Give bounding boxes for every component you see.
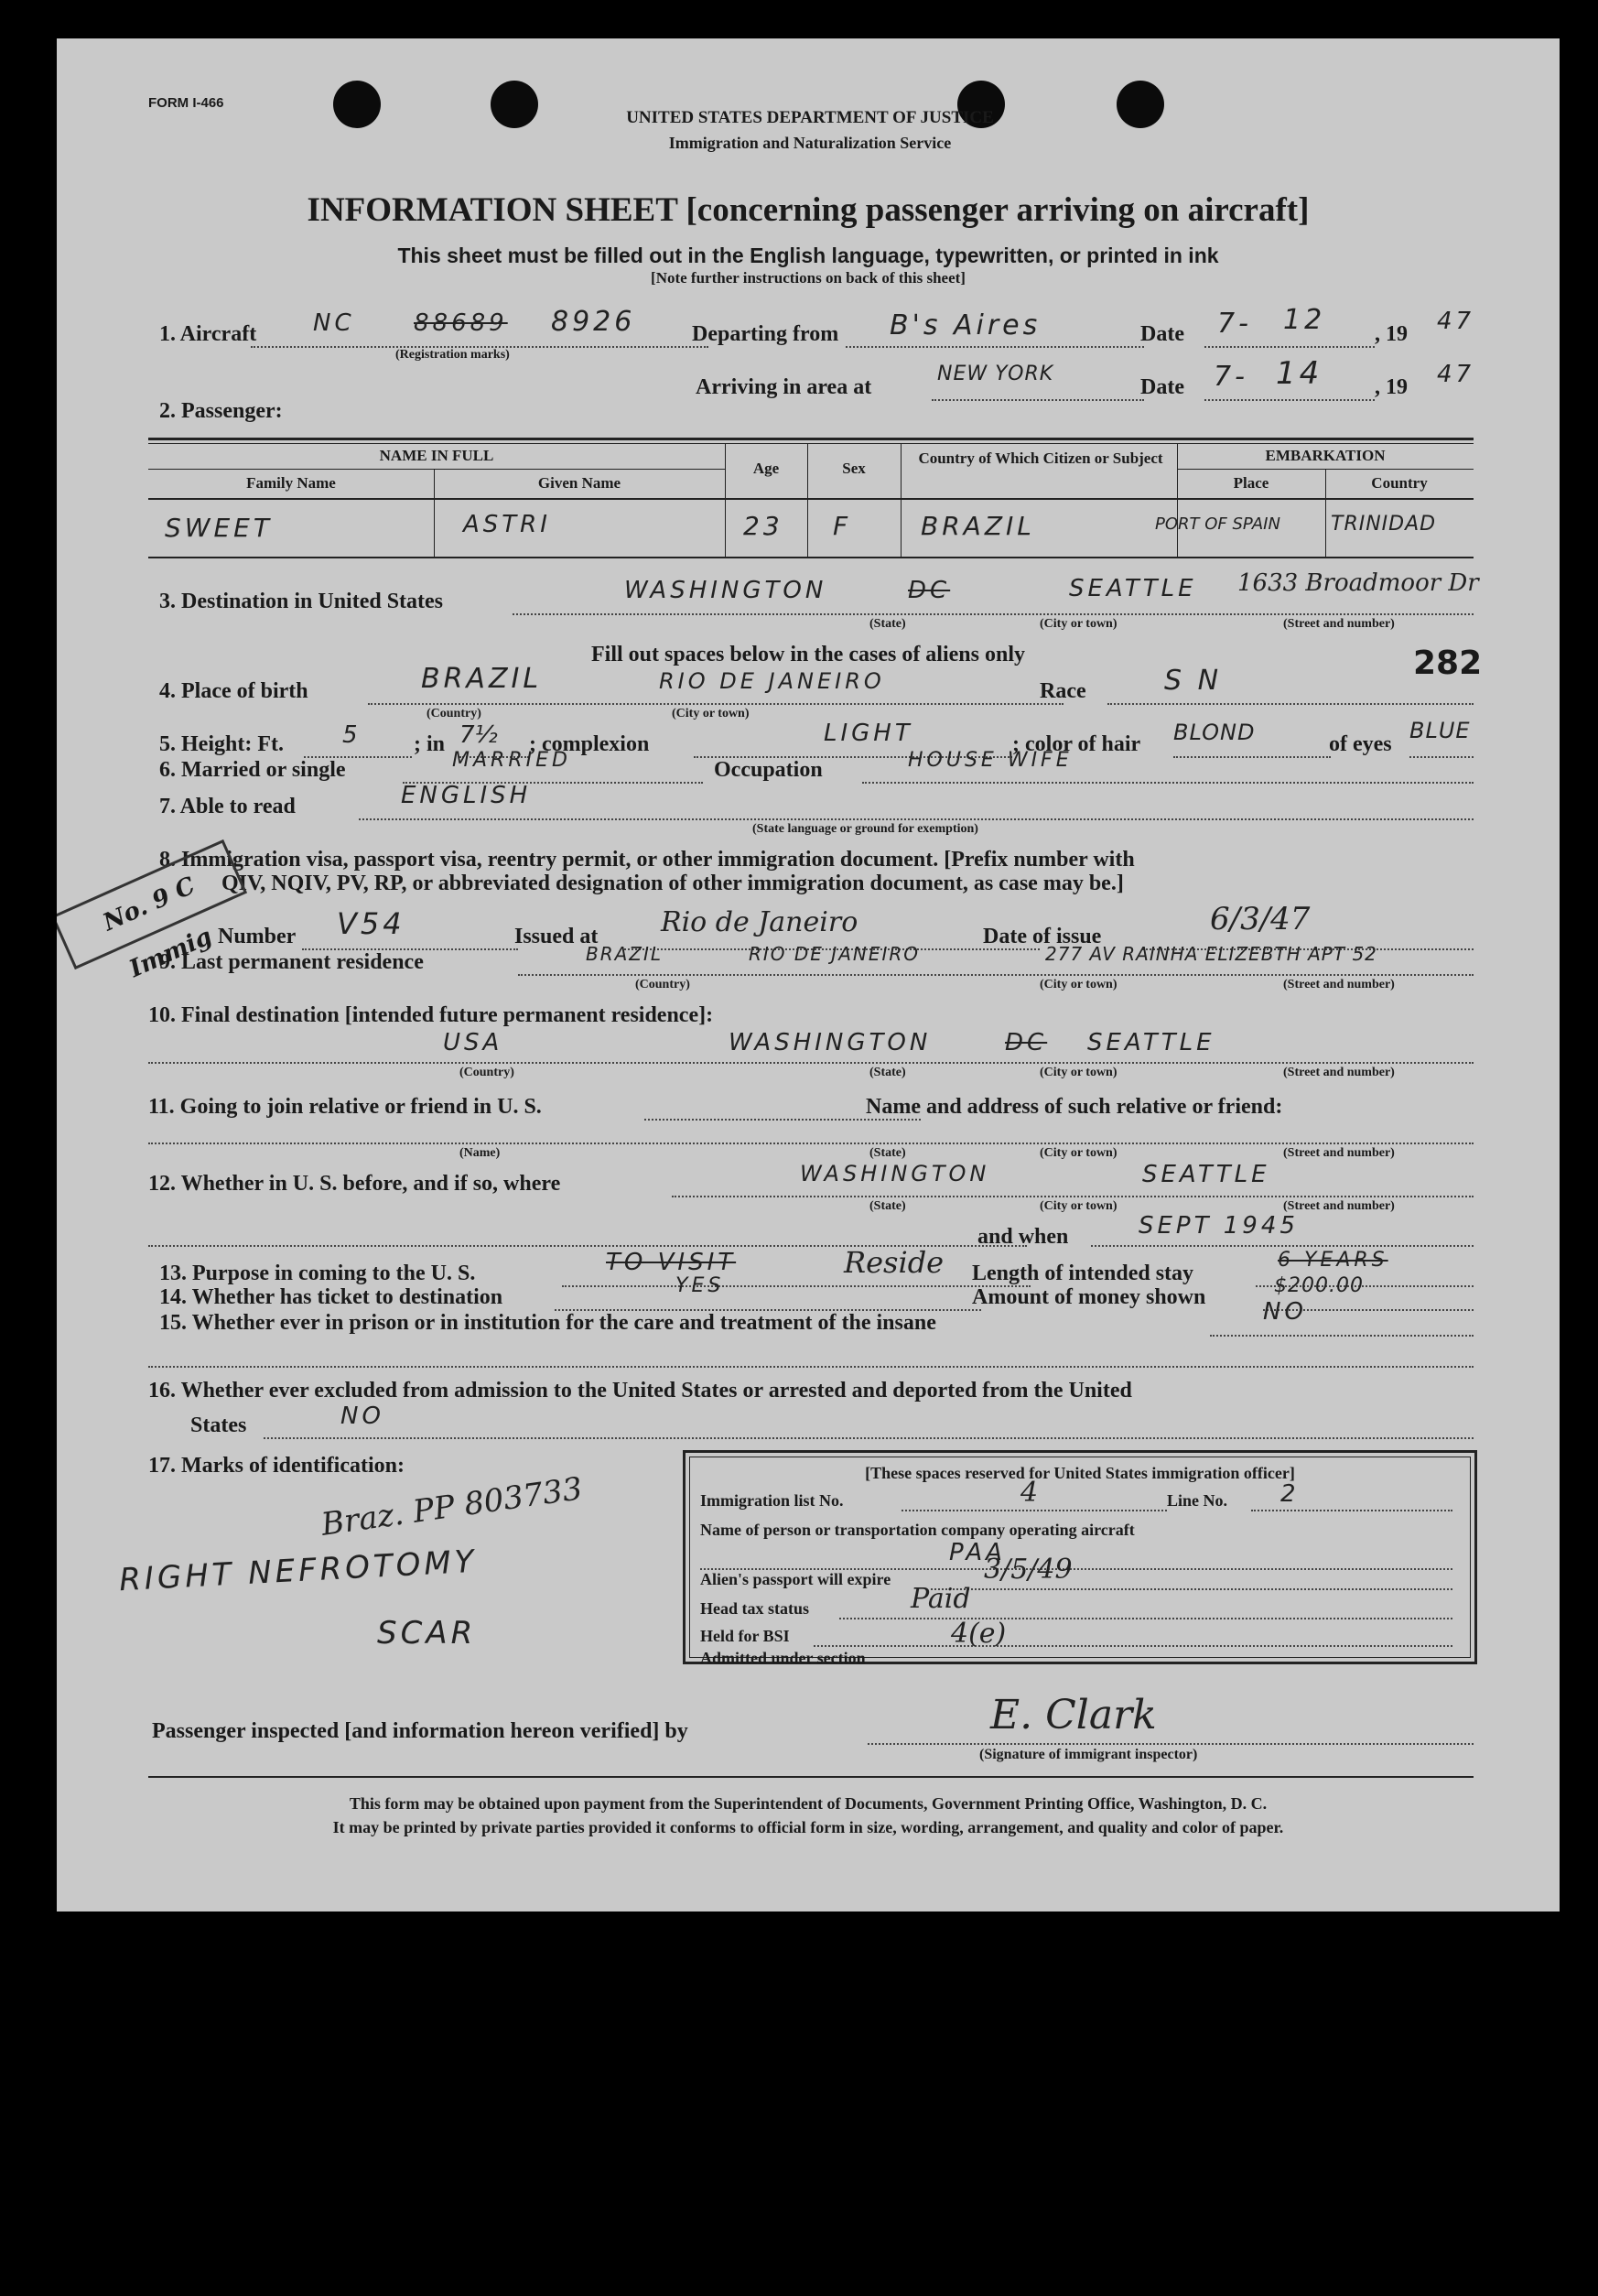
- name-in-full-header: NAME IN FULL: [379, 447, 494, 464]
- family-name-value: SWEET: [165, 513, 273, 543]
- embark-country-value: TRINIDAD: [1331, 513, 1437, 536]
- ticket-value: YES: [675, 1274, 725, 1297]
- marks-label: 17. Marks of identification:: [148, 1454, 405, 1478]
- read-label: 7. Able to read: [159, 795, 296, 818]
- form-note: [Note further instructions on back of this sheet]: [651, 269, 966, 287]
- inspector-signature: E. Clark: [990, 1692, 1157, 1738]
- arriving-value: NEW YORK: [937, 363, 1054, 385]
- city-caption: (City or town): [1040, 978, 1118, 991]
- year-prefix: , 19: [1375, 322, 1408, 346]
- form-instruction: This sheet must be filled out in the English language, typewritten, or printed in ink: [397, 244, 1219, 267]
- join-name-label: Name and address of such relative or friend:: [866, 1095, 1283, 1119]
- marital-label: 6. Married or single: [159, 758, 346, 782]
- stamped-number: 282: [1413, 644, 1483, 682]
- ticket-label: 14. Whether has ticket to destination: [159, 1285, 503, 1309]
- passport-label: Alien's passport will expire: [700, 1570, 891, 1588]
- punch-hole: [333, 81, 381, 128]
- street-caption: (Street and number): [1283, 1066, 1395, 1079]
- table-col: [901, 443, 902, 557]
- country-caption: (Country): [635, 978, 690, 991]
- destination-line: [513, 613, 1474, 615]
- document-instruction-2: QIV, NQIV, PV, RP, or abbreviated designation of other immigration document, as case may be.]: [221, 872, 1124, 895]
- when-value: SEPT 1945: [1139, 1212, 1299, 1240]
- height-in-value: 7½: [459, 721, 498, 749]
- before-state: WASHINGTON: [800, 1161, 990, 1186]
- country-caption: (Country): [426, 707, 481, 720]
- line-value: 2: [1280, 1480, 1300, 1508]
- prison-line-2: [148, 1366, 1474, 1368]
- line-label: Line No.: [1167, 1491, 1228, 1510]
- excluded-value: NO: [340, 1403, 384, 1430]
- occupation-line: [862, 782, 1474, 784]
- eyes-value: BLUE: [1409, 718, 1471, 743]
- race-line: [1107, 703, 1474, 705]
- date-label: Date: [1140, 375, 1184, 399]
- final-destination-line: [148, 1062, 1474, 1064]
- state-caption: (State): [869, 1146, 906, 1160]
- birth-city: RIO DE JANEIRO: [659, 668, 885, 694]
- embarkation-header: EMBARKATION: [1265, 447, 1386, 464]
- prison-line: [1210, 1335, 1474, 1337]
- city-caption: (City or town): [1040, 1066, 1118, 1079]
- money-label: Amount of money shown: [972, 1285, 1206, 1309]
- operator-value: PAA: [949, 1539, 1006, 1566]
- age-value: 23: [743, 511, 783, 541]
- form-number: FORM I-466: [148, 95, 224, 111]
- excluded-label: 16. Whether ever excluded from admission to the United States or arrested and deported from the United: [148, 1379, 1132, 1403]
- doc-number-label: Number: [218, 925, 297, 948]
- footer-rule: [148, 1776, 1474, 1778]
- marks-passport-note: Braz. PP 803733: [319, 1470, 585, 1543]
- table-rule: [148, 443, 1474, 444]
- departure-year: 47: [1437, 308, 1475, 335]
- purpose-value: Reside: [844, 1245, 945, 1280]
- birthplace-line: [368, 703, 1064, 705]
- aircraft-label: 1. Aircraft: [159, 322, 257, 346]
- date-line: [1204, 399, 1375, 401]
- date-line: [1204, 346, 1375, 348]
- tax-label: Head tax status: [700, 1599, 810, 1618]
- city-caption: (City or town): [1040, 1146, 1118, 1160]
- residence-line: [518, 974, 1474, 976]
- height-label: 5. Height: Ft.: [159, 732, 284, 756]
- residence-label: 9. Last permanent residence: [159, 950, 424, 974]
- destination-state-struck: DC: [908, 577, 951, 604]
- issue-date-label: Date of issue: [983, 925, 1102, 948]
- operator-label: Name of person or transportation company operating aircraft: [700, 1521, 1135, 1539]
- read-caption: (State language or ground for exemption): [752, 822, 978, 836]
- arriving-line: [932, 399, 1144, 401]
- list-value: 4: [1020, 1477, 1039, 1509]
- line-line: [1251, 1510, 1452, 1511]
- before-line: [672, 1196, 1474, 1197]
- money-value: $200.00: [1274, 1274, 1364, 1297]
- street-caption: (Street and number): [1283, 1199, 1395, 1213]
- place-header: Place: [1233, 474, 1269, 492]
- purpose-label: 13. Purpose in coming to the U. S.: [159, 1262, 476, 1285]
- city-caption: (City or town): [1040, 617, 1118, 631]
- race-label: Race: [1040, 679, 1086, 703]
- destination-label: 3. Destination in United States: [159, 590, 444, 613]
- aliens-only-heading: Fill out spaces below in the cases of aliens only: [590, 643, 1025, 666]
- citizenship-value: BRAZIL: [921, 511, 1035, 541]
- issued-label: Issued at: [514, 925, 599, 948]
- street-caption: (Street and number): [1283, 617, 1395, 631]
- departing-value: B's Aires: [890, 309, 1042, 341]
- final-country: USA: [443, 1029, 503, 1056]
- occupation-label: Occupation: [714, 758, 823, 782]
- marks-value-2: SCAR: [377, 1615, 477, 1652]
- eyes-label: of eyes: [1329, 732, 1392, 756]
- sex-value: F: [833, 511, 852, 541]
- purpose-struck: TO VISIT: [606, 1249, 737, 1276]
- hair-line: [1173, 756, 1331, 758]
- aircraft-prefix: NC: [313, 309, 355, 337]
- passport-line: [931, 1588, 1452, 1590]
- state-caption: (State): [869, 617, 906, 631]
- state-caption: (State): [869, 1199, 906, 1213]
- departure-month: 7-: [1217, 308, 1252, 340]
- arriving-label: Arriving in area at: [696, 375, 872, 399]
- stay-label: Length of intended stay: [972, 1262, 1194, 1285]
- occupation-value: HOUSE WIFE: [908, 749, 1073, 772]
- table-rule: [148, 438, 1474, 440]
- year-prefix: , 19: [1375, 375, 1408, 399]
- signature-caption: (Signature of immigrant inspector): [979, 1747, 1198, 1762]
- height-ft-value: 5: [342, 721, 362, 749]
- family-name-header: Family Name: [246, 474, 336, 492]
- doc-number-value: V54: [337, 906, 405, 941]
- aircraft-registration: 8926: [551, 306, 636, 338]
- list-label: Immigration list No.: [700, 1491, 844, 1510]
- officer-box-heading: [These spaces reserved for United States immigration officer]: [865, 1464, 1295, 1482]
- hair-value: BLOND: [1173, 720, 1256, 745]
- page-title: INFORMATION SHEET [concerning passenger arriving on aircraft]: [307, 191, 1310, 229]
- marks-value: RIGHT NEFROTOMY: [118, 1543, 479, 1599]
- city-caption: (City or town): [1040, 1199, 1118, 1213]
- join-address-line: [148, 1143, 1474, 1144]
- when-label: and when: [977, 1225, 1069, 1249]
- officer-box: [683, 1450, 1477, 1667]
- age-header: Age: [752, 460, 780, 477]
- list-line: [902, 1510, 1167, 1511]
- marital-value: MARRIED: [452, 749, 571, 772]
- street-caption: (Street and number): [1283, 978, 1395, 991]
- embark-country-header: Country: [1371, 474, 1428, 492]
- issue-date-value: 6/3/47: [1210, 901, 1311, 937]
- complexion-label: ; complexion: [529, 732, 650, 756]
- registration-caption: (Registration marks): [395, 348, 510, 362]
- departing-line: [846, 346, 1144, 348]
- footer-line-1: This form may be obtained upon payment from the Superintendent of Documents, Government Printing Office, Washington, D. C.: [349, 1794, 1268, 1813]
- arrival-year: 47: [1437, 361, 1475, 388]
- residence-country: BRAZIL: [586, 943, 664, 965]
- final-city: SEATTLE: [1087, 1029, 1215, 1056]
- departure-day: 12: [1283, 304, 1326, 336]
- destination-street: 1633 Broadmoor Dr: [1237, 569, 1479, 597]
- bsi-line: [814, 1645, 1452, 1647]
- table-rule: [148, 498, 1474, 500]
- table-rule: [148, 557, 1474, 558]
- table-rule: [148, 469, 725, 470]
- hair-label: ; color of hair: [1012, 732, 1141, 756]
- tax-line: [839, 1618, 1452, 1619]
- before-label: 12. Whether in U. S. before, and if so, where: [148, 1172, 561, 1196]
- form-sheet: [57, 38, 1560, 1912]
- sex-header: Sex: [842, 460, 866, 477]
- issued-value: Rio de Janeiro: [661, 906, 858, 938]
- name-caption: (Name): [459, 1146, 501, 1160]
- final-state-struck: DC: [1005, 1029, 1048, 1056]
- passenger-label: 2. Passenger:: [159, 399, 283, 423]
- given-name-header: Given Name: [537, 474, 621, 492]
- residence-city: RIO DE JANEIRO: [749, 943, 921, 965]
- arrival-month: 7-: [1214, 361, 1248, 393]
- race-value: S N: [1164, 665, 1223, 697]
- before-city: SEATTLE: [1142, 1161, 1270, 1188]
- state-caption: (State): [869, 1066, 906, 1079]
- tax-value: Paid: [911, 1583, 971, 1615]
- street-caption: (Street and number): [1283, 1146, 1395, 1160]
- prison-value: NO: [1263, 1298, 1307, 1326]
- complexion-value: LIGHT: [824, 720, 913, 747]
- footer-line-2: It may be printed by private parties provided it conforms to official form in size, wording, arrangement, and quality and color of paper.: [332, 1818, 1284, 1836]
- birthplace-label: 4. Place of birth: [159, 679, 308, 703]
- join-label: 11. Going to join relative or friend in U. S.: [148, 1095, 542, 1119]
- height-in-label: ; in: [414, 732, 446, 756]
- department-name: UNITED STATES DEPARTMENT OF JUSTICE: [626, 108, 994, 127]
- destination-state: WASHINGTON: [624, 577, 827, 604]
- purpose-line: [562, 1285, 1031, 1287]
- final-state: WASHINGTON: [729, 1029, 932, 1056]
- country-header: Country of Which Citizen or Subject: [918, 449, 1163, 467]
- passport-value: 3/5/49: [984, 1554, 1073, 1586]
- read-line: [359, 818, 1474, 820]
- destination-city: SEATTLE: [1069, 575, 1197, 602]
- embark-place-value: PORT OF SPAIN: [1155, 514, 1280, 534]
- bsi-label: Held for BSI: [700, 1627, 790, 1645]
- prison-label: 15. Whether ever in prison or in institution for the care and treatment of the insane: [159, 1311, 936, 1335]
- arrival-day: 14: [1276, 355, 1323, 392]
- excluded-label-2: States: [190, 1413, 247, 1437]
- section-value: 4(e): [951, 1618, 1007, 1650]
- city-caption: (City or town): [672, 707, 750, 720]
- birth-country: BRAZIL: [421, 663, 543, 695]
- section-label: Admitted under section: [700, 1649, 866, 1667]
- given-name-value: ASTRI: [463, 511, 551, 538]
- inspected-label: Passenger inspected [and information hereon verified] by: [152, 1719, 688, 1743]
- service-name: Immigration and Naturalization Service: [668, 134, 952, 152]
- aircraft-struck: 88689: [414, 309, 508, 337]
- signature-line: [868, 1743, 1474, 1745]
- departing-label: Departing from: [692, 322, 839, 346]
- date-label: Date: [1140, 322, 1184, 346]
- stamp-text: No. 9 C Immig: [99, 872, 217, 984]
- when-line: [1091, 1245, 1474, 1247]
- excluded-line: [264, 1437, 1474, 1439]
- final-destination-label: 10. Final destination [intended future permanent residence]:: [148, 1003, 714, 1027]
- country-caption: (Country): [459, 1066, 514, 1079]
- stay-struck: 6 YEARS: [1278, 1249, 1388, 1272]
- read-value: ENGLISH: [401, 782, 532, 809]
- residence-street: 277 AV RAINHA ELIZEBTH APT 52: [1045, 943, 1377, 965]
- eyes-line: [1409, 756, 1474, 758]
- document-instruction: 8. Immigration visa, passport visa, reentry permit, or other immigration document. [Prefix number with: [159, 848, 1135, 872]
